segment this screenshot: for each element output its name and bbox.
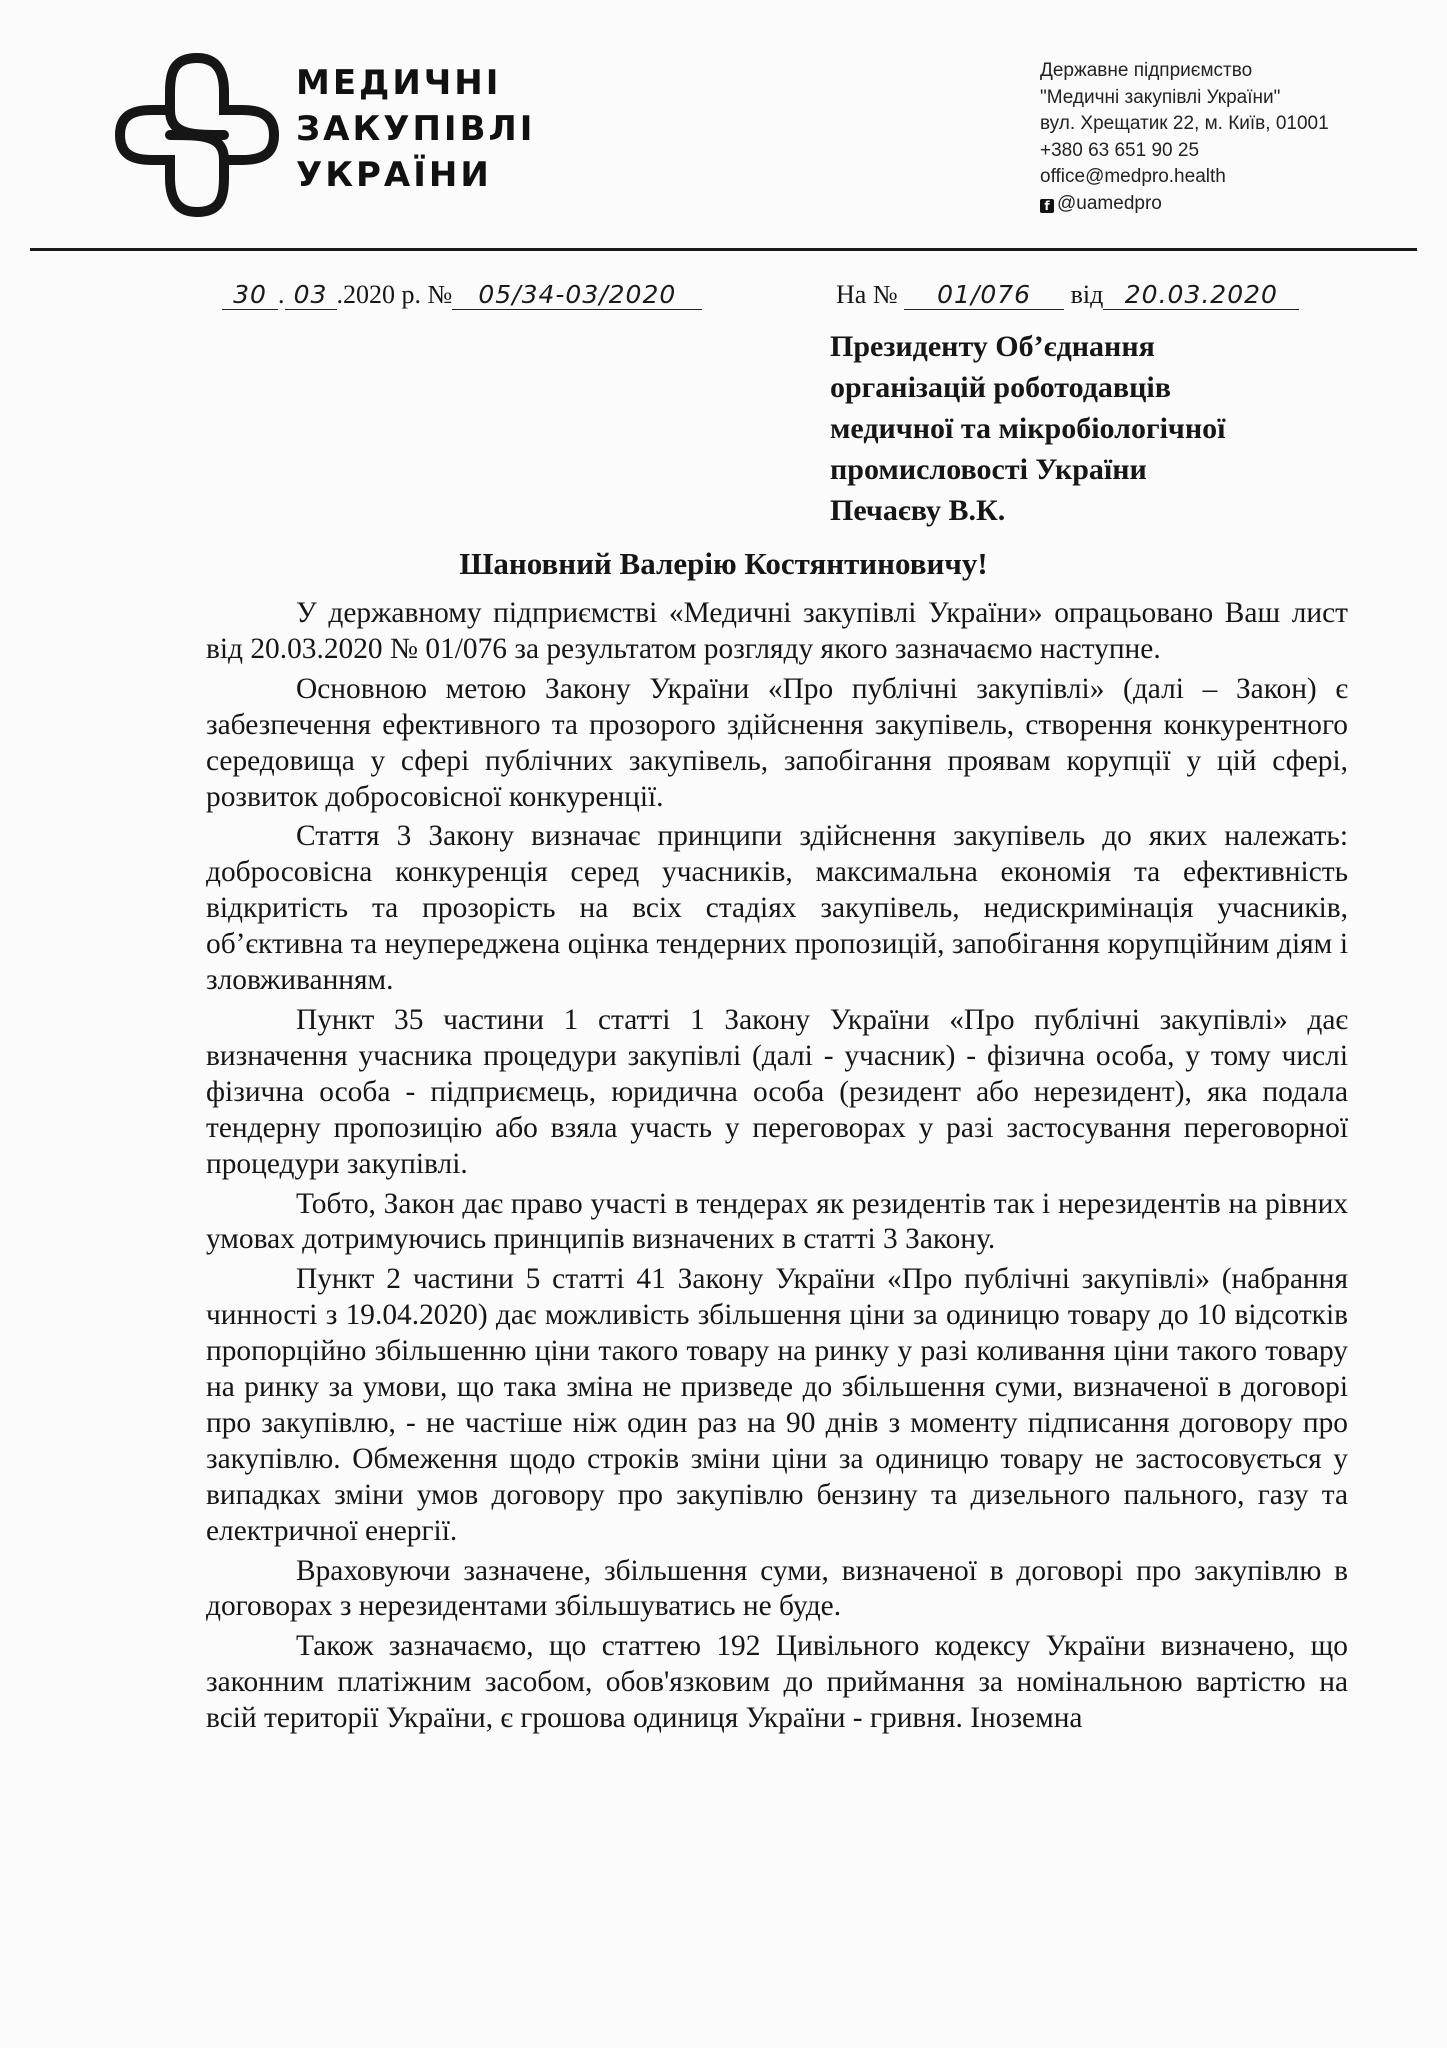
org-name-line: Державне підприємство [1040,60,1253,81]
logo-line: МЕДИЧНІ [296,63,502,103]
addressee-block [830,326,1390,531]
body-paragraph: Тобто, Закон дає право участі в тендерах як резидентів так і нерезидентів на рівних умовах дотримуючись принципів визначених в статті 3 Закону. [206,1187,1348,1256]
logo-wordmark [296,60,535,198]
body-paragraph: Пункт 35 частини 1 статті 1 Закону України «Про публічні закупівлі» дає визначення учасника процедури закупівлі (далі - учасник) - фізична особа, у тому числі фізична особа - підприємець, юридична особа (резидент або нерезидент), яка подала тендерну пропозицію або взяла участь у переговорах у разі застосування переговорної процедури закупівлі. [206,1003,1348,1180]
organization-contacts [1040,58,1329,217]
outgoing-number: 05/34-03/2020 [452,281,702,310]
org-address: вул. Хрещатик 22, м. Київ, 01001 [1040,113,1329,134]
body-paragraph: Також зазначаємо, що статтею 192 Цивільного кодексу України визначено, що законним платіжним засобом, обов'язковим до приймання за номінальною вартістю на всій території України, є грошова одиниця України - гривня. Іноземна [206,1630,1348,1735]
body-paragraph: Стаття 3 Закону визначає принципи здійснення закупівель до яких належать: добросовісна конкуренція серед учасників, максимальна економія та ефективність відкритість та прозорість на всіх стадіях закупівель, недискримінація учасників, об’єктивна та неупереджена оцінка тендерних пропозицій, запобігання корупційним діям і зловживанням. [206,820,1348,997]
body-paragraph: У державному підприємстві «Медичні закупівлі України» опрацьовано Ваш лист від 20.03.2020 № 01/076 за результатом розгляду якого зазначаємо наступне. [206,597,1348,665]
salutation: Шановний Валерію Костянтиновичу! [459,546,988,581]
incoming-number: 01/076 [904,281,1064,310]
facebook-icon: f [1040,199,1054,213]
org-email: office@medpro.health [1040,166,1226,187]
letter-body [206,596,1348,1741]
outgoing-reference: 30 . 03 .2020 р. № 05/34-03/2020 [222,280,702,310]
logo-line: УКРАЇНИ [296,155,492,195]
incoming-date: 20.03.2020 [1103,281,1299,310]
addressee-line: промисловості України [830,453,1147,486]
addressee-line: організацій роботодавців [830,371,1171,404]
body-paragraph: Пункт 2 частини 5 статті 41 Закону України «Про публічні закупівлі» (набрання чинності з 19.04.2020) дає можливість збільшення ціни за одиницю товару до 10 відсотків пропорційно збільшенню ціни такого товару на ринку у разі коливання ціни такого товару на ринку за умови, що така зміна не призведе до збільшення суми, визначеної в договорі про закупівлю, - не частіше ніж один раз на 90 днів з моменту підписання договору про закупівлю. Обмеження щодо строків зміни ціни за одиницю товару не застосовується у випадках зміни умов договору про закупівлю бензину та дизельного пального, газу та електричної енергії. [206,1263,1348,1547]
social-handle: @uamedpro [1057,192,1162,214]
body-paragraph: Основною метою Закону України «Про публічні закупівлі» (далі – Закон) є забезпечення ефективного та прозорого здійснення закупівель, створення конкурентного середовища у сфері публічних закупівель, запобігання проявам корупції у цій сфері, розвиток добросовісної конкуренції. [206,672,1348,813]
addressee-line: медичної та мікробіологічної [830,412,1226,445]
year-label: .2020 р. № [336,280,453,309]
incoming-reference [836,280,1299,310]
addressee-line: Печаєву В.К. [830,494,1006,527]
incoming-prefix: На № [836,280,898,309]
org-social [1040,191,1329,218]
logo-cross-icon [112,50,282,220]
incoming-date-prefix: від [1070,280,1104,309]
date-month: 03 [285,281,337,310]
header-divider [30,248,1417,251]
date-day: 30 [222,281,278,310]
org-name-line: "Медичні закупівлі України" [1040,86,1281,108]
body-paragraph: Враховуючи зазначене, збільшення суми, визначеної в договорі про закупівлю в договорах з нерезидентами збільшуватись не буде. [206,1554,1348,1623]
logo-line: ЗАКУПІВЛІ [296,109,536,149]
addressee-line: Президенту Об’єднання [830,330,1155,363]
org-phone: +380 63 651 90 25 [1040,139,1200,161]
